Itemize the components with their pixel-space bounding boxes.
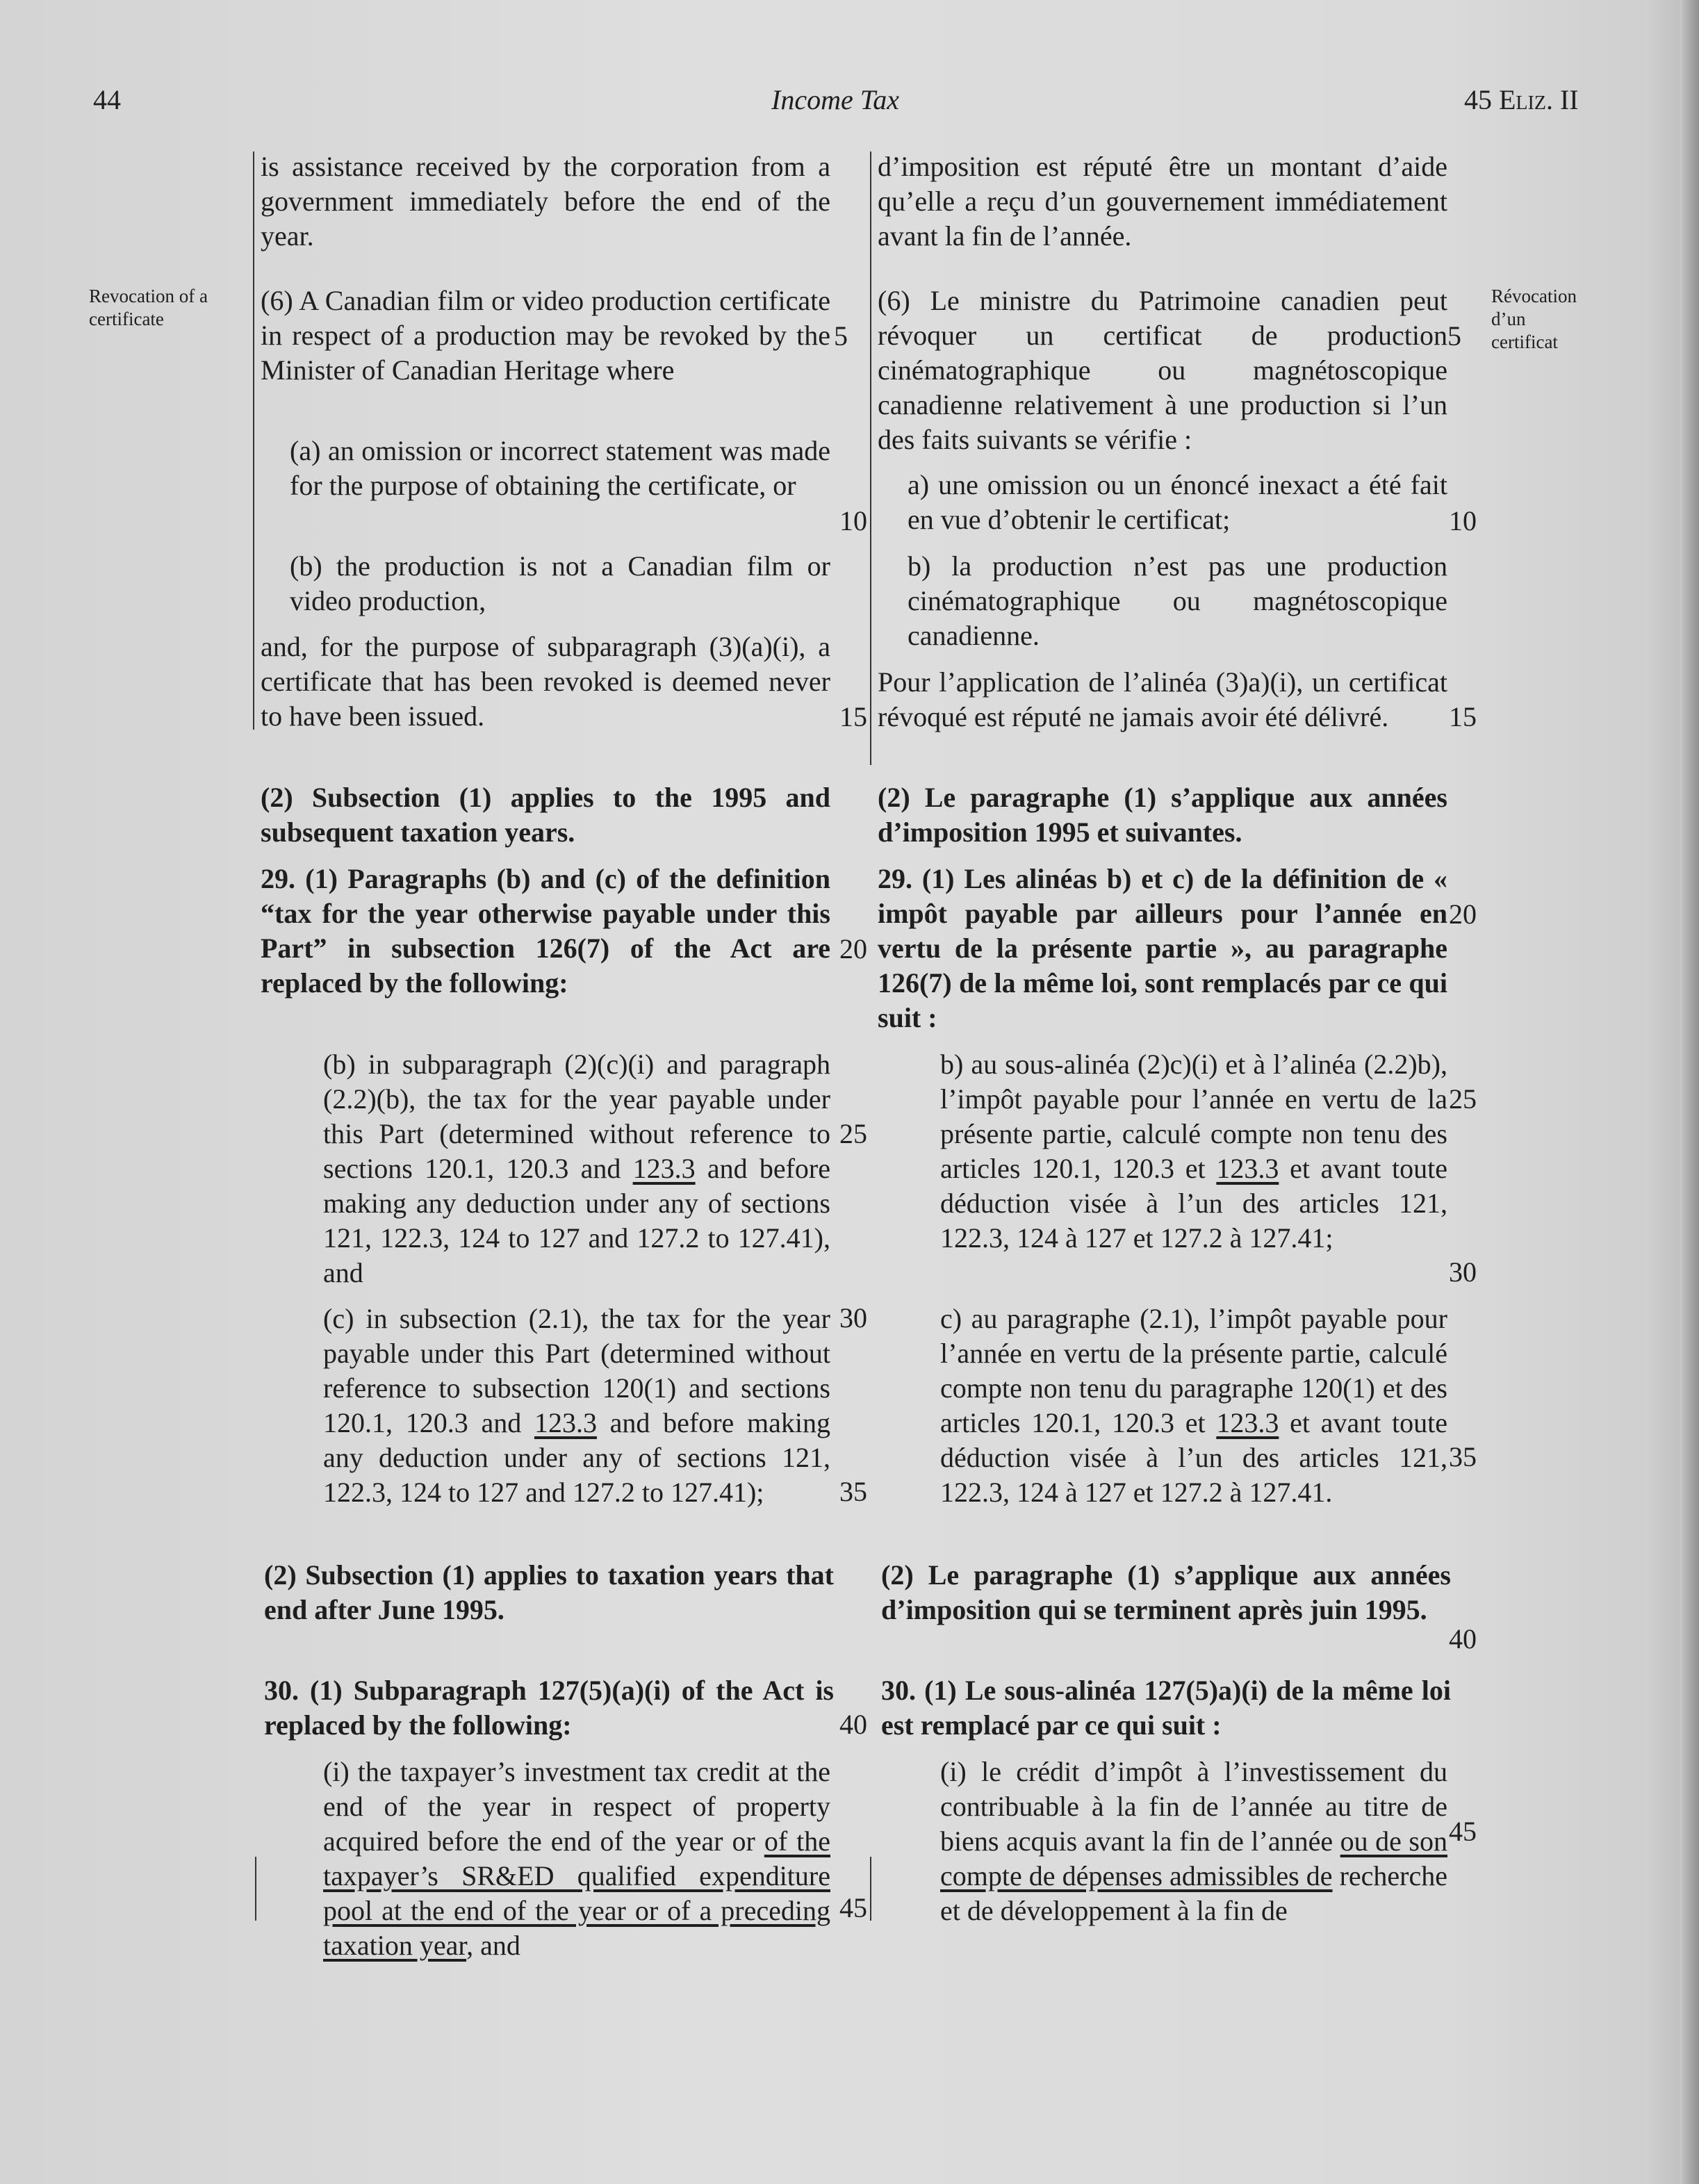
line-number: 25 (1449, 1083, 1477, 1115)
en-s30-i (323, 1755, 830, 1963)
margin-note-fr: Révocation d’un certificat (1491, 286, 1577, 352)
en-para-b: (b) the production is not a Canadian film or video production, (290, 550, 830, 616)
regnal-number: 45 (1464, 84, 1492, 115)
line-number: 5 (834, 320, 848, 352)
fr-subsection-6: (6) Le ministre du Patrimoine canadien peut révoquer un certificat de production cinématographique ou magnétoscopique canadienne relativement à une production si l’un des faits suivants se vérifie : (878, 285, 1447, 455)
fr-s30-i-pre: (i) le crédit d’impôt à l’investissement du contribuable à la fin de l’année au titre de biens acquis avant la fin de l’année (940, 1756, 1447, 1857)
line-number: 10 (1449, 505, 1477, 536)
fr-s29-c-amended: 123.3 (1216, 1407, 1279, 1438)
en-subsection-6: (6) A Canadian film or video production certificate in respect of a production may be revoked by the Minister of Canadian Heritage where (261, 285, 830, 386)
fr-s29-c (940, 1302, 1447, 1510)
amendment-bar-en-30 (255, 1857, 256, 1921)
fr-s29-b-post: et avant toute déduction visée à l’un des articles 121, 122.3, 124 à 127 et 127.2 à 127.41; (940, 1153, 1448, 1254)
fr-para-a: a) une omission ou un énoncé inexact a été fait en vue d’obtenir le certificat; (908, 469, 1447, 535)
en-s29-c-pre: (c) in subsection (2.1), the tax for the year payable under this Part (determined without reference to subsection 120(1) and sections 120.1, 120.3 and (323, 1303, 830, 1438)
line-number: 25 (839, 1118, 867, 1149)
line-number: 30 (839, 1302, 867, 1333)
line-number: 40 (1449, 1623, 1477, 1655)
en-s29-b-post: and before making any deduction under any of sections 121, 122.3, 124 to 127 and 127.2 to 127.41), and (323, 1153, 831, 1288)
fr-s30-i (940, 1755, 1447, 1928)
en-s29-c (323, 1302, 830, 1510)
page-edge-shadow (1680, 0, 1699, 2184)
line-number: 40 (839, 1709, 867, 1740)
en-s30-1: 30. (1) Subparagraph 127(5)(a)(i) of the Act is replaced by the following: (264, 1675, 834, 1741)
en-s29-b (323, 1047, 830, 1290)
regnal-roman: II (1559, 84, 1579, 115)
en-s30-i-amended: of the taxpayer’s SR&ED qualified expenditure pool at the end of the year or of a preceding taxation year (323, 1825, 830, 1961)
regnal-year (1464, 83, 1579, 116)
en-s29-1: 29. (1) Paragraphs (b) and (c) of the definition “tax for the year otherwise payable under this Part” in subsection 126(7) of the Act are replaced by the following: (261, 863, 830, 999)
fr-s29-c-pre: c) au paragraphe (2.1), l’impôt payable pour l’année en vertu de la présente partie, calculé compte non tenu du paragraphe 120(1) et des articles 120.1, 120.3 et (940, 1303, 1447, 1438)
regnal-name: Eliz. (1499, 84, 1553, 115)
en-s30-i-pre: (i) the taxpayer’s investment tax credit at the end of the year in respect of property acquired before the end of the year or (323, 1756, 830, 1857)
fr-s29-b-amended: 123.3 (1216, 1153, 1279, 1184)
running-title: Income Tax (771, 84, 900, 115)
fr-para-b: b) la production n’est pas une production cinématographique ou magnétoscopique canadienne. (908, 550, 1447, 651)
line-number: 15 (1449, 701, 1477, 732)
line-number: 45 (839, 1892, 867, 1923)
line-number: 20 (839, 933, 867, 964)
fr-s29-2: (2) Le paragraphe (1) s’applique aux années d’imposition qui se terminent après juin 1995. (881, 1559, 1451, 1625)
line-number: 45 (1449, 1816, 1477, 1847)
en-s30-i-post: , and (466, 1930, 520, 1961)
line-number: 30 (1449, 1256, 1477, 1288)
en-para-1: is assistance received by the corporation from a government immediately before the end of the year. (261, 151, 830, 252)
en-s29-c-amended: 123.3 (534, 1407, 597, 1438)
en-s29-b-pre: (b) in subparagraph (2)(c)(i) and paragraph (2.2)(b), the tax for the year payable under this Part (determined without reference to sections 120.1, 120.3 and (323, 1049, 830, 1184)
fr-closing: Pour l’application de l’alinéa (3)a)(i), un certificat révoqué est réputé ne jamais avoir été délivré. (878, 666, 1447, 732)
fr-s29-1: 29. (1) Les alinéas b) et c) de la définition de « impôt payable par ailleurs pour l’année en vertu de la présente partie », au paragraphe 126(7) de la même loi, sont remplacés par ce qui suit : (878, 863, 1447, 1033)
margin-note-en: Revocation of a certificate (89, 286, 208, 329)
fr-s29-c-post: et avant toute déduction visée à l’un des articles 121, 122.3, 124 à 127 et 127.2 à 127.41. (940, 1407, 1448, 1508)
fr-s28-2: (2) Le paragraphe (1) s’applique aux années d’imposition 1995 et suivantes. (878, 782, 1447, 848)
line-number: 20 (1449, 898, 1477, 930)
line-number: 5 (1447, 320, 1461, 352)
line-number: 10 (839, 505, 867, 536)
fr-s29-b (940, 1047, 1447, 1256)
line-number: 15 (839, 701, 867, 732)
amendment-bar-en (253, 151, 254, 730)
amendment-bar-fr (870, 151, 871, 765)
fr-para-1: d’imposition est réputé être un montant d’aide qu’elle a reçu d’un gouvernement immédiatement avant la fin de l’année. (878, 151, 1447, 252)
en-s29-2: (2) Subsection (1) applies to taxation years that end after June 1995. (264, 1559, 834, 1625)
en-s28-2: (2) Subsection (1) applies to the 1995 and subsequent taxation years. (261, 782, 830, 848)
fr-s30-i-post: recherche et de développement à la fin de (940, 1860, 1448, 1926)
line-number: 35 (1449, 1441, 1477, 1472)
page-number: 44 (93, 84, 121, 115)
en-closing: and, for the purpose of subparagraph (3)(a)(i), a certificate that has been revoked is deemed never to have been issued. (261, 631, 830, 732)
en-para-a: (a) an omission or incorrect statement was made for the purpose of obtaining the certificate, or (290, 435, 830, 501)
fr-s29-b-pre: b) au sous-alinéa (2)c)(i) et à l’alinéa (2.2)b), l’impôt payable pour l’année en vertu de la présente partie, calculé compte non tenu des articles 120.1, 120.3 et (940, 1049, 1447, 1184)
fr-s30-i-amended: ou de son compte de dépenses admissibles de (940, 1825, 1447, 1891)
amendment-bar-fr-30 (870, 1857, 871, 1921)
fr-s30-1: 30. (1) Le sous-alinéa 127(5)a)(i) de la même loi est remplacé par ce qui suit : (881, 1675, 1451, 1741)
en-s29-c-post: and before making any deduction under any of sections 121, 122.3, 124 to 127 and 127.2 to 127.41); (323, 1407, 831, 1508)
line-number: 35 (839, 1476, 867, 1507)
en-s29-b-amended: 123.3 (632, 1153, 696, 1184)
